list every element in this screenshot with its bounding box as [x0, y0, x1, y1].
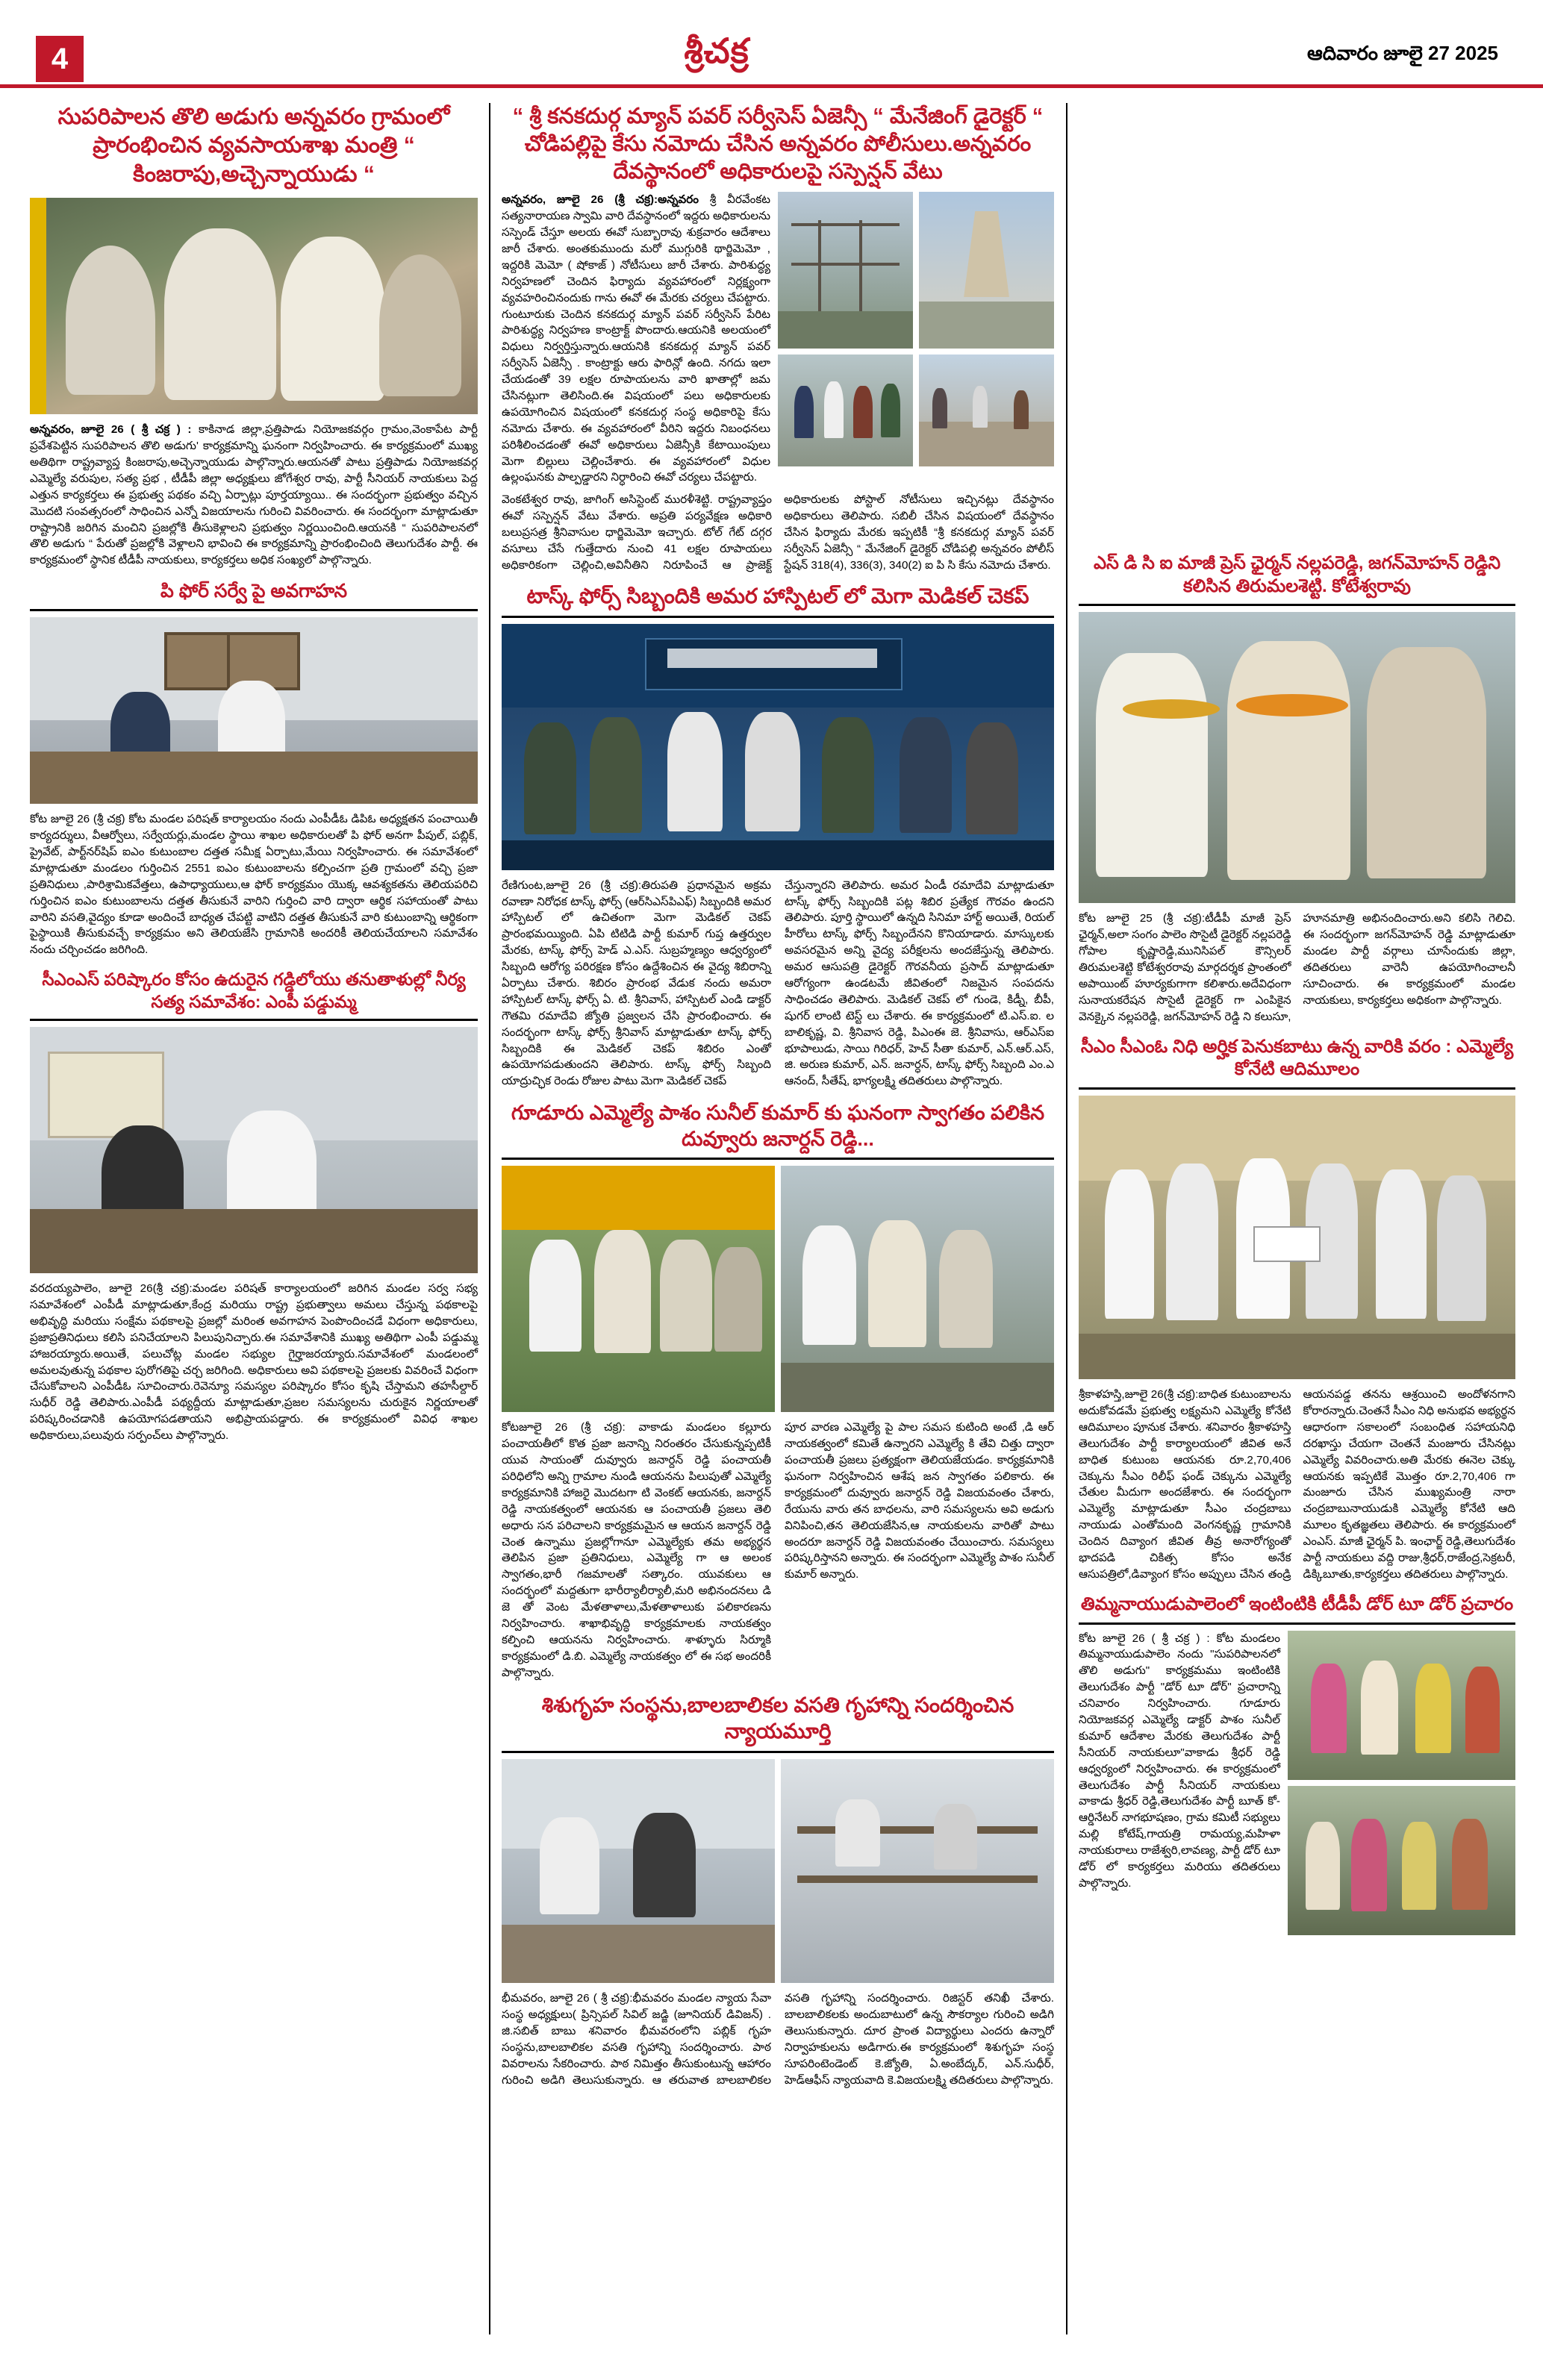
col1-body-2: కోట జూలై 26 (శ్రీ చక్ర) కోట మండల పరిషత్ కార్యాలయం నందు ఎంపీడీఓ డిపిఓ అధ్యక్షతన పంచాయితీ కార్యదర్శులు, వీఆర్వోలు, సర్వేయర్లు,మండల స్థాయి శాఖల అధికారులతో పి ఫోర్ అనగా పీపుల్, పబ్లిక్, ప్రైవేట్, పార్ట్‌నర్‌షిప్ ఐఎం కుటుంబాల దత్తత సమీక్ష ఏర్పాటు,మేయి నిర్వహించారు. ఈ సమావేశంలో మాట్లాడుతూ మండలం గుర్తించిన 2551 ఐఎం కుటుంబాలను కల్పించగా ప్రతి గ్రామంలో వచ్చి ప్రజా ప్రతినిధులు ,పారిశ్రామికవేత్తలు, ఉపాధ్యాయులు,ఆ ఫోర్ కార్యక్రమం యొక్క ఆవశ్యకతను తెలియపరిచి గుర్తించిన ఐఎం కుటుంబాలను దత్తత తీసుకునే వారిని గుర్తించి వారి ద్వారా ఆర్థిక సహాయంతో పాటు వారిని వసతి,వైద్యం కూడా అందించే బాధ్యత చేపట్టి వాటిని దత్తత తీసుకునే వారి కుటుంబాన్ని ఆర్థికంగా పైస్థాయికి తీసుకువచ్చే కార్యక్రమం అని తెలియజేసి గ్రామానికి అందరికీ తెలియచేయాలని సమావేశం నందు చర్చించడం జరిగింది.: [30, 813, 478, 957]
masthead-date: ఆదివారం జూలై 27 2025: [1307, 42, 1498, 64]
col2-body-2: వెంకటేశ్వర రావు, జాగింగ్ అసిస్టెంట్ మురళీశెట్టి. రాష్ట్రవ్యాప్తం ఈవో సస్పెన్షన్ వేటు వేశారు. అప్రతి పర్యవేక్షణ అధికారి బలుప్రసత్ర శ్రీనివాసుల ధార్జిమెమో ఇచ్చారు. టోల్ గేట్ దగ్గర వసూలు చేసే గుత్తేదారు నుంచి 41 లక్షల రూపాయలు అధికారికంగా చెల్లించి,అవినీతిని నిరూపించే ఆ ప్రాజెక్ట్ అధికారులకు పోస్టాల్ నోటీసులు ఇచ్చినట్లు దేవస్థానం అధికారులు తెలిపారు. సబిలీ చేసిన విషయంలో దేవస్థానం చేసిన ఫిర్యాదు మేరకు ఇప్పటికీ “శ్రీ కనకదుర్గ మ్యాన్ పవర్ సర్వీసెస్ ఏజెన్సీ “ మేనేజింగ్ డైరెక్టర్ చోడిపల్లి అన్నవరం పోలీస్ స్టేషన్ 318(4), 336(3), 340(2) ఐ పి సి కేసు నమోదు చేశారు.: [502, 493, 1054, 572]
photo-temple-scaffolding: [778, 192, 913, 349]
photo-mandal-meeting: [30, 1027, 478, 1273]
masthead: [0, 0, 1543, 88]
col2-body-5: కోటజూలై 26 (శ్రీ చక్ర): వాకాడు మండలం కల్లూరు పంచాయతీలో కొత ప్రజా జనాన్ని నిరంతరం చేసుకున్నప్పటికీ యువ సాయంతో దువ్వూరు జనార్దన్ రెడ్డి పంచాయతీ పరిధిలోని అన్ని గ్రామాల నుండి ఆయనను పిలుపుతో ఎమ్మెల్యే కార్యక్రమానికి హాజరై మొదటగా టి వెంకట్ ఆయనకు, జనార్దన్ రెడ్డి నాయకత్వంలో ఆయనకు ఆ పంచాయతీ ప్రజలు తెలి అధారు సన పరిచాలని కార్యక్రమమైన ఆ ఆయన జనార్దన్ రెడ్డి చెంత ఉన్నాము ప్రజల్లోగానూ ఎమ్మెల్యేకు తమ అభ్యర్థన తెలిపిన ప్రజా ప్రతినిధులు, ఎమ్మెల్యే గా ఆ అలంక స్వాగతం,భారీ గజమాలతో సత్కారం. యువకులు ఆ సందర్భంలో మద్దతుగా భారీర్యాలీర్యాలీ,మరి అభినందనలు డి జె తో వెంట మేళతాళాలు,మేళతాళాలుకు పలికారణను నిర్వహించారు. శాఖాభివృద్ధి కార్యక్రమాలకు నాయకత్వం కల్పించి ఆయనను నిర్వహించారు. శాళ్ళూరు సిర్మూకి కార్యక్రమంలో డి.బి. ఎమ్మెల్యే నాయకత్వం లో ఈ సభ అందరికీ పాల్గొన్నారు.: [502, 1421, 771, 1679]
photo-leaders-meeting-garland: [1079, 612, 1515, 903]
photo-temple-gopuram: [919, 192, 1054, 349]
photo-judge-visit-1: [502, 1759, 775, 1983]
column-divider-2: [1066, 103, 1067, 2334]
photo-mla-cheque-handover: [1079, 1096, 1515, 1379]
col2-subhead-2: టాస్క్ ఫోర్స్ సిబ్బందికి అమర హాస్పిటల్ లో మెగా మెడికల్ చెకప్: [526, 584, 1029, 608]
col2-subhead-4: శిశుగృహ సంస్థను,బాలబాలికల వసతి గృహాన్ని సందర్శించిన న్యాయమూర్తి: [541, 1693, 1014, 1743]
col2-headline: “ శ్రీ కనకదుర్గ మ్యాన్ పవర్ సర్వీసెస్ ఏజెన్సీ “ మేనేజింగ్ డైరెక్టర్ “ చోడిపల్లిపై కేసు నమోదు చేసిన అన్నవరం పోలీసులు.అన్నవరం దేవస్థానంలో అధికారులపై సస్పెన్షన్ వేటు: [512, 104, 1044, 184]
photo-workers-group: [778, 354, 913, 466]
col2-body-1: అన్నవరం, జూలై 26 (శ్రీ చక్ర):అన్నవరం శ్రీ వీరవేంకట సత్యనారాయణ స్వామి వారి దేవస్థానంలో ఇద్దరు అధికారులను సస్పెండ్ చేస్తూ అలయ ఈవో సుబ్బారావు శుక్రవారం ఆదేశాలు జారీ చేశారు. అంతకుముందు మరో ముగ్గురికి థార్జిమెమో , ఇద్దరికి మెమో ( షోకాజ్ ) నోటీసులు జారీ చేశారు. పారిశుద్ధ్య నిర్వహణలో చెందిన ఫిర్యాదు వ్యవహారంలో నిర్లక్ష్యంగా వ్యవహరించినందుకు గాను ఈవో ఈ మేరకు చర్యలు చేపట్టారు. గుంటూరుకు చెందిన కనకదుర్గ మ్యాన్ పవర్ సర్వీసెస్ పేరిట పారిశుద్ధ్య నిర్వహణ కాంట్రాక్ట్ పొందారు.ఆయనికి అలయంలో విధులు నిర్వర్తిస్తున్నారు.ఆయనికి కనకదుర్గ మ్యాన్ పవర్ సర్వీసెస్ ఏజెన్సీ . కాంట్రాక్టు ఆరు ఫారిన్లో ఉంది. నగదు ఇలా చేయడంతో 39 లక్షల రూపాయలను వారి ఖాతాల్లో జమ చేసినట్లుగా తెలిసింది.ఈ విషయంలో పలు అధికారులకు ఉపయోగించిన విషయంలో కనకదుర్గ సంస్థ అధికారిపై కేసు నమోదు చేశారు. ఈ వ్యవహారంలో వీరిని ఇద్దరు నిబంధనలు పరిశీలించడంతో ఈవో అధికారులు ఏజెన్సీకి కేటాయింపులు మెగా బిల్లులు చెల్లించేశారు. ఈ వ్యవహారంలో విధుల ఉల్లంఘనకు పాల్పడ్డారని నిర్ధారించి ఈవో చర్యలు చేపట్టారు.: [502, 193, 770, 484]
col3-subhead-2: సీఎం సీఎంఓ నిధి అర్హిక పెనుకబాటు ఉన్న వారికి వరం : ఎమ్మెల్యే కోనేటి ఆదిమూలం: [1080, 1036, 1514, 1080]
col3-subhead-1: ఎస్ డి సి ఐ మాజీ ప్రెస్ ఛైర్మన్ నల్లపరెడ్డి, జగన్‌మోహన్ రెడ్డిని కలిసిన తిరుమలశెట్టి. కోటేశ్వరావు: [1093, 553, 1501, 596]
divider: [502, 1158, 1054, 1160]
photo-p4-survey-meeting: [30, 617, 478, 804]
photo-medical-checkup-ceremony: [502, 624, 1054, 870]
divider: [502, 1751, 1054, 1753]
col2-body-7: భీమవరం, జూలై 26 ( శ్రీ చక్ర):భీమవరం మండల న్యాయ సేవా సంస్థ అధ్యక్షులు( ప్రిన్సిపల్ సివిల్ జడ్జి (జూనియర్ డివిజన్) . జి.సబిత్ బాబు శనివారం భీమవరంలోని పబ్లిక్ గృహ సంస్థను,బాలబాలికల వసతి గృహాన్ని సందర్శించారు. పాఠ వివరాలను సేకరించారు. పాఠ నిమిత్తం తీసుకుంటున్న ఆహారం గురించి అడిగి తెలుసుకున్నారు. ఆ తరువాత బాలబాలికల వసతి గృహాన్ని సందర్శించారు. రిజిస్టర్ తనిఖీ చేశారు. బాలబాలికలకు అందుబాటులో ఉన్న సౌకర్యాల గురించి అడిగి తెలుసుకున్నారు. దూర ప్రాంత విద్యార్థులు ఎందరు ఉన్నారో నిర్వాహకులను అడిగారు.ఈ కార్యక్రమంలో శిశుగృహ సంస్థ సూపరింటెండెంట్ కె.జ్యోతి, ఏ.అంబేద్కర్, ఎన్.సుధీర్, హెడ్‌ఆఫీస్ న్యాయవాది కె.విజయలక్ష్మి తదితరులు పాల్గొన్నారు.: [502, 1992, 1054, 2087]
divider: [502, 616, 1054, 618]
col2-body-6: పూర వారణ ఎమ్మెల్యే పై పాల సమస కుటింది అంటే ,డి ఆర్ నాయకత్వంలో కమితే ఉన్నారని ఎమ్మెల్యే కి తేవి చిత్తు ద్వారా పంచాయతీ ప్రజలు ప్రత్యక్షంగా తెలియజేయడం. కార్యక్రమానికి ఘనంగా నిర్వహించిన ఆశేష జన స్వాగతం పలికారు. ఈ కార్యక్రమంలో దువ్వూరు జనార్దన్ రెడ్డి విజయవంతం చేశారు, రేయును వారు తన బాధలను, వారి సమస్యలను అవి అడుగు వినిపించి,తన తెలియజేసిన,ఆ నాయకులను వారితో పాటు అందరూ జనార్దన్ రెడ్డి విజయవంతం చేయించారు. సమస్యలు పరిష్కరిస్తానని అన్నారు. ఈ సందర్భంగా ఎమ్మెల్యే పాశం సునీల్ కుమార్ అన్నారు.: [785, 1421, 1054, 1581]
divider: [30, 1019, 478, 1021]
col3-subhead-3: తిమ్మనాయుడుపాలెంలో ఇంటింటికి టీడీపీ డోర్ టూ డోర్ ప్రచారం: [1080, 1593, 1514, 1614]
col2-subhead-3: గూడూరు ఎమ్మెల్యే పాశం సునీల్ కుమార్ కు ఘనంగా స్వాగతం పలికిన దువ్వూరు జనార్దన్ రెడ్డి...: [511, 1102, 1045, 1150]
photo-mla-welcome-2: [781, 1166, 1054, 1412]
column-left: [30, 103, 478, 1444]
column-right: [1079, 552, 1515, 1935]
photo-judge-visit-2: [781, 1759, 1054, 1983]
col3-body-1: కోట జూలై 25 (శ్రీ చక్ర):టీడీపీ మాజీ ప్రెస్ ఛైర్మన్,అలా సంగం పాలెం సొసైటీ డైరెక్టర్ నల్లపరెడ్డి గోపాల కృష్ణారెడ్డి,మునిసిపల్ కౌన్సిలర్ తిరుమలశెట్టి కోటేశ్వరరావు మార్గదర్శక ప్రాంతంలో అపాయింట్ హూర్యకుగాగా కలిశారు.అదేవిధంగా సునాయకరేషన సొసైటీ డైరెక్టర్ గా ఎంపికైన వెనక్కైన నల్లపరెడ్డి, జగన్‌మోహన్ రెడ్డి ని కలుసూ, హూనమాత్రి అభినందించారు.అని కలిసి గెలిచి. ఈ సందర్భంగా జగన్‌మోహన్ రెడ్డి మాట్లాడుతూ మండల పార్టీ వర్గాలు చూసేందుకు జిల్లా, తదితరులు వారెనీ ఉపయోగించాలనీ సూచించారు. ఈ కార్యక్రమంలో మండల నాయకులు, కార్యకర్తలు అధికంగా పాల్గొన్నారు.: [1079, 912, 1515, 1023]
column-divider-1: [489, 103, 490, 2334]
col3-body-3: కోట జూలై 26 ( శ్రీ చక్ర ) : కోట మండలం తిమ్మనాయుడుపాలెం నందు "సుపరిపాలనలో తొలి అడుగు" కార్యక్రమము ఇంటింటికి తెలుగుదేశం పార్టీ "డోర్ టూ డోర్" ప్రచారాన్ని చనివారం నిర్వహించారు. గూడూరు నియోజకవర్గ ఎమ్మెల్యే డాక్టర్ పాశం సునీల్ కుమార్ ఆదేశాల మేరకు తెలుగుదేశం పార్టీ సీనియర్ నాయకులూ"వాకాడు శ్రీధర్ రెడ్డి ఆధ్వర్యంలో నిర్వహించారు. ఈ కార్యక్రమంలో తెలుగుదేశం పార్టీ సీనియర్ నాయకులు వాకాడు శ్రీధర్ రెడ్డి,తెలుగుదేశం పార్టీ బూత్ కో-ఆర్డినేటర్ నాగభూషణం, గ్రామ కమిటీ సభ్యులు మల్లి కోటేష్,గాయత్రి రామయ్య,మహిళా నాయకురాలు రాజేశ్వరి,లావణ్య, పార్టీ డోర్ టూ డోర్ లో కార్యకర్తలు మరియు తదితరులు పాల్గొన్నారు.: [1079, 1631, 1280, 1890]
photo-minister-visit: [30, 198, 478, 414]
divider: [30, 609, 478, 611]
divider: [1079, 1087, 1515, 1090]
col1-body-3: వరదయ్యపాలెం, జూలై 26(శ్రీ చక్ర):మండల పరిషత్ కార్యాలయంలో జరిగిన మండల సర్వ సభ్య సమావేశంలో ఎంపీడీ మాట్లాడుతూ,కేంద్ర మరియు రాష్ట్ర ప్రభుత్వాలు అమలు చేస్తున్న పథకాలపై అభివృద్ధి మరియు సంక్షేమ పథకాలపై ప్రజల్లో మరింత అవగాహన పెంపొందించడే విధంగా అధికారులు, ప్రజాప్రతినిధులు కలిసి పనిచేయాలని పిలుపునిచ్చారు.ఈ సమావేశానికి ముఖ్య అతిథిగా ఎంపీ పడ్డుమ్మ హాజరయ్యారు.అయితే, పలుచోట్ల మండల సభ్యుల గైర్హాజరయ్యారు.సమావేశంలో మండలంలో అమలవుతున్న పథకాల పురోగతిపై చర్చ జరిగింది. అధికారులు అవి పథకాలపై ప్రజలకు వివరించే విధంగా చేసుకోవాలని ఎంపీడీఓ సూచించారు.రెవెన్యూ సమస్యల పరిష్కారం కోసం కృషి చేస్తామని తహసీల్దార్ సుధీర్ రెడ్డి తెలిపారు.ఎంపీడీ పథ్యద్దీయ మాట్లాడుతూ,ప్రజల సమస్యలను చురుకైన నిర్ణయాలతో పరిష్కరించడానికి ఉపయోగపడతాయని అభిప్రాయపడ్డారు. ఈ కార్యక్రమంలో వివిధ శాఖల అధికారులు,పలువురు సర్పంచ్‌లు పాల్గొన్నారు.: [30, 1282, 478, 1443]
col1-headline: సుపరిపాలన తొలి అడుగు అన్నవరం గ్రామంలో ప్రారంభించిన వ్యవసాయశాఖ మంత్రి “ కింజరాపు,అచ్చెన్నాయుడు “: [57, 104, 450, 187]
col1-dateline: అన్నవరం, జూలై 26 ( శ్రీ చక్ర ) :: [30, 423, 192, 437]
photo-temple-courtyard: [919, 354, 1054, 466]
photo-mla-welcome-1: [502, 1166, 775, 1412]
column-center: [502, 103, 1054, 2089]
col1-body-1: అన్నవరం, జూలై 26 ( శ్రీ చక్ర ) : కాకినాడ జిల్లా,ప్రత్తిపాడు నియోజకవర్గం గ్రామం,వెంకాపేట పార్టీ ప్రవేశపెట్టిన సుపరిపాలన తొలి అడుగు' కార్యక్రమాన్ని ఘనంగా నిర్వహించారు. ఈ కార్యక్రమంలో ముఖ్య అతిథిగా రాష్ట్రవ్యాప్త కింజరాపు,అచ్చెన్నాయుడు పాల్గొన్నారు.ఆయనతో పాటు ప్రత్తిపాడు నియోజకవర్గ ఎమ్మెల్యే వరుపుల, సత్య ప్రభ , టీడీపీ జిల్లా అధ్యక్షులు జోగేశ్వర రావు, పార్టీ సీనియర్ నాయకులు పెద్ద ఎత్తున కార్యకర్తలు ఈ ప్రభుత్వ పథకం వచ్చి ఏర్పాట్లు పూర్తయ్యాయి.. ఈ సందర్భంగా ప్రభుత్వం వచ్చిన మొదటి సంవత్సరంలో సాధించిన ఎన్నో విజయాలను గురించి వివరించారు. ఈ సందర్భంగా మాట్లాడుతూ రాష్ట్రానికి జరిగిన మంచిని ప్రజల్లోకి తీసుకెళ్లాలని ప్రభుత్వం నిర్ణయించింది.ఆయనకి “ సుపరిపాలనలో తొలి అడుగు “ పేరుతో ప్రజల్లోకి వెళ్లాలని భావించి ఈ కార్యక్రమాన్ని ప్రారంభించింది తెలుగుదేశం పార్టీ. ఈ కార్యక్రమంలో స్థానిక టీడీపీ నాయకులు, కార్యకర్తలు అధిక సంఖ్యలో పాల్గొన్నారు.: [30, 423, 478, 567]
divider: [1079, 1622, 1515, 1625]
col1-subhead-2: పి ఫోర్ సర్వే పై అవగాహన: [160, 581, 348, 602]
photo-door-to-door-1: [1288, 1631, 1515, 1780]
page-number-badge: 4: [36, 36, 84, 82]
col2-dateline: అన్నవరం, జూలై 26 (శ్రీ చక్ర):అన్నవరం: [502, 193, 699, 207]
col3-body-2: శ్రీకాళహస్తి,జూలై 26(శ్రీ చక్ర):బాధిత కుటుంబాలను అదుకోవడమే ప్రభుత్వ లక్ష్యమని ఎమ్మెల్యే కోనేటి ఆదిమూలం పూనుక చేశారు. శనివారం శ్రీకాళహస్తి తెలుగుదేశం పార్టీ కార్యాలయంలో జీవిత అనే బాధిత కుటుంబ ఆయనకు రూ.2,70,406 చెక్కును సీఎం రిలీఫ్ ఫండ్ చెక్కును ఎమ్మెల్యే చేతుల మీదుగా అందజేశారు. ఈ సందర్భంగా ఎమ్మెల్యే మాట్లాడుతూ సీఎం చంద్రబాబు నాయుడు ఎంతోమంది వెంగనకృష్ణ గ్రామానికి చెందిన దివ్యాంగ జీవిత తీవ్ర అనారోగ్యంతో భాదపడి చికిత్స కోసం అనేక ఆసుపత్రిలో,డివ్యాంగ కోసం అప్పులు చేసిన తండ్రి ఆయనపడ్డ తనను ఆశ్రయించి అందోళనగాని కోరారన్నారు.చెంతనే సీఎం నిధి అనుభవ అభ్యర్థన ఆధారంగా సకాలంలో సంబంధిత సహాయనిధి దరఖాస్తు చేయగా చెంతనే మంజూరు చేసినట్లు ఎమ్మెల్యే వివరించారు.అతి మేరకు ఈనెల చెక్కు ఆయనకు ఇప్పటికే మొత్తం రూ.2,70,406 గా మంజూరు చేసిన ముఖ్యమంత్రి నారా చంద్రబాబునాయుడుకి ఎమ్మెల్యే కోనేటి ఆది మూలం కృతజ్ఞతలు తెలిపారు. ఈ కార్యక్రమంలో ఎంఎస్. మాజీ ఛైర్మన్ పి. ఇంఛార్జ్ రెడ్డి,తెలుగుదేశం పార్టీ నాయకులు వద్ది రాజు,శ్రీధర్,రాజేంద్ర,సెక్రటరీ, డిక్కిబూతు,కార్యకర్తలు తదితరులు పాల్గొన్నారు.: [1079, 1388, 1515, 1581]
photo-door-to-door-2: [1288, 1786, 1515, 1935]
col1-subhead-3: సీఎంఎస్ పరిష్కారం కోసం ఉదురైన గడ్డిలోయు తనుతాళుల్లో నీర్య సత్య సమావేశం: ఎంపీ పడ్డుమ్మ: [42, 969, 466, 1011]
col2-body-4: చేస్తున్నారని తెలిపారు. అమర ఏండీ రమాదేవి మాట్లాడుతూ టాస్క్ ఫోర్స్ సిబ్బందికి పట్ల శిబిర ప్రత్యేక గౌరవం ఉందని తెలిపారు. పూర్తి స్థాయిలో ఉన్నది సినిమా హార్ట్ అయితే, రియల్ హీరోలు టాస్క్ ఫోర్స్ సిబ్బందేనని కొనియాడారు. మాస్కులకు అవసరమైన అన్ని వైద్య పరీక్షలను అందజేస్తున్న తెలిపారు. అమర ఆసుపత్రి డైరెక్టర్ గౌరవనీయ ప్రసాద్ మాట్లాడుతూ ఆరోగ్యంగా ఉండటమే జీవితంలో నిజమైన సంపదను సాధించడం తెలిపారు. మెడికల్ చెకప్ లో గుండె, కిడ్నీ, బీపీ, షుగర్ లాంటి టెస్ట్ లు చేశారు. ఈ కార్యక్రమంలో టి.ఎస్.ఐ. ల బాలికృష్ణ, వి. శ్రీనివాస రెడ్డి, పిఎంఈ జె. శ్రీనివాసు, ఆర్ఎస్ఐ భూపాలుడు, సాయి గిరిధర్, హెచ్ సీతా కుమార్, ఎన్.ఆర్.ఎస్, జి. అరుణ కుమార్, ఎన్. జనార్ధన్, టాస్క్ ఫోర్స్ సిబ్బంది ఎం.ఎ ఆనంద్, సీతేష్, భాగ్యలక్ష్మి తదితరులు పాల్గొన్నారు.: [785, 878, 1054, 1088]
col2-body-3: రేణిగుంట,జూలై 26 (శ్రీ చక్ర):తిరుపతి ప్రధానమైన అక్రమ రవాణా నిరోధక టాస్క్ ఫోర్స్ (ఆర్‌సిఎస్‌పిఎఫ్) సిబ్బందికి అమర హాస్పిటల్ లో ఉచితంగా మెగా మెడికల్ చెకప్ ప్రారంభమయ్యింది. ఏపి టిటిడి పార్టీ కుమార్ గుప్త ఉత్తర్వుల మేరకు, టాస్క్ ఫోర్స్ హెడ్ ఎ.ఎస్. సుబ్రహ్మణ్యం ఆధ్వర్యంలో సిబ్బంది ఆరోగ్య పరిరక్షణ కోసం ఉద్దేశించిన ఈ వైద్య శిబిరాన్ని ఏర్పాటు చేశారు. శిబిరం ప్రారంభ వేడుక నందు అమరా హాస్పిటల్ టాస్క్ ఫోర్స్ ఏ. టి. శ్రీనివాస్, హాస్పిటల్ ఎండి డాక్టర్ గౌతమి రమాదేవి జ్యోతి ప్రజ్వలన చేసి ప్రారంభించారు. ఈ సందర్భంగా టాస్క్ ఫోర్స్ శ్రీనివాస్ మాట్లాడుతూ టాస్క్ ఫోర్స్ సిబ్బందికి ఈ మెడికల్ చెకప్ శిబిరం ఎంతో ఉపయోగపడుతుందని తెలిపారు. టాస్క్ ఫోర్స్ సిబ్బంది యాద్రుచ్ఛిక రెండు రోజుల పాటు మెగా మెడికల్ చెకప్: [502, 878, 771, 1088]
newspaper-logo: శ్రీచక్ర: [684, 31, 749, 70]
divider: [1079, 604, 1515, 606]
